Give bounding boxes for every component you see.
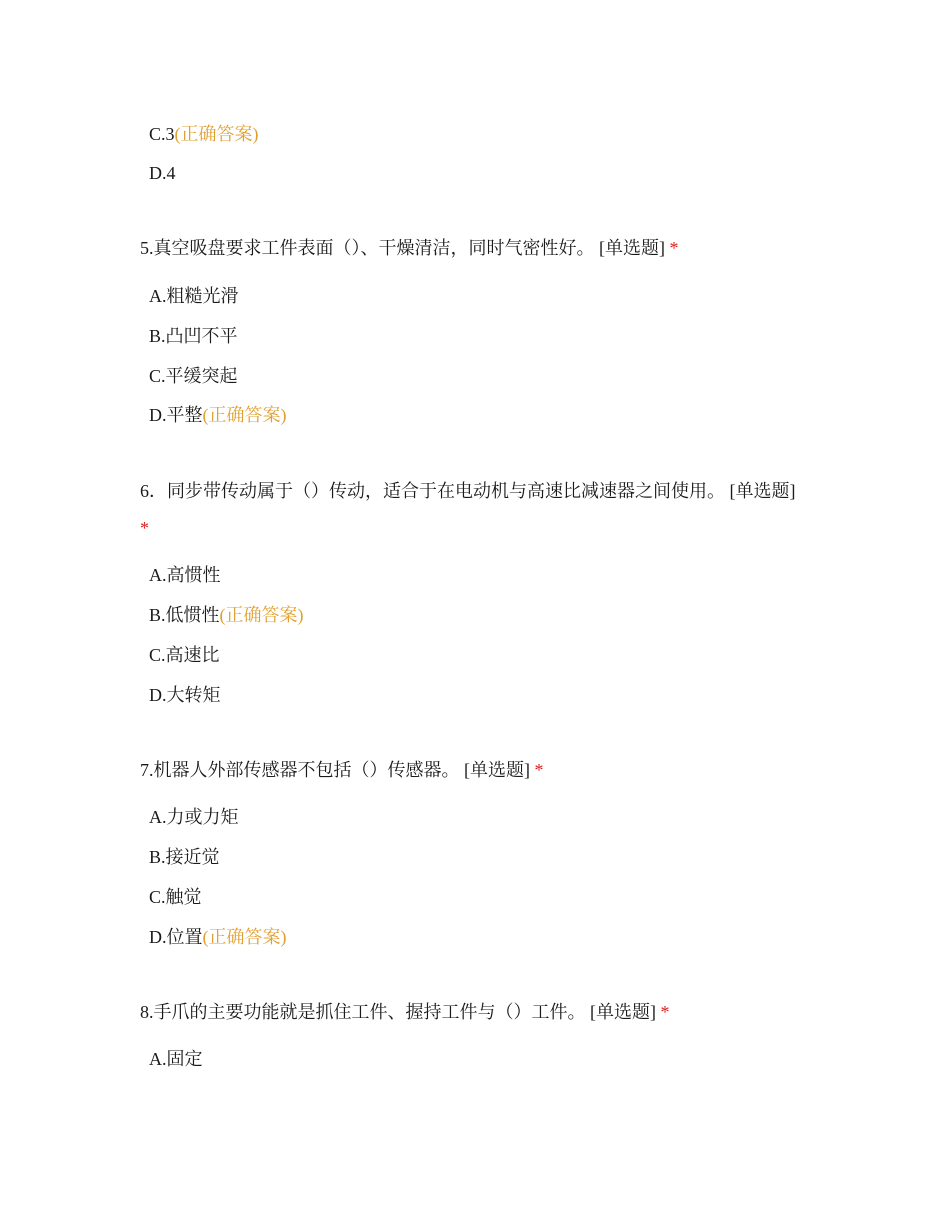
option-label: D.平整 xyxy=(149,405,203,425)
option-label: A.粗糙光滑 xyxy=(149,286,239,306)
option-label: D.大转矩 xyxy=(149,685,221,705)
required-asterisk: * xyxy=(140,518,149,538)
option-label: A.固定 xyxy=(149,1049,203,1069)
question-7 xyxy=(140,752,808,789)
option-5d[interactable] xyxy=(149,403,287,427)
question-type-tag: [单选题] xyxy=(590,1002,656,1022)
required-asterisk: * xyxy=(534,760,544,780)
question-type-tag: [单选题] xyxy=(464,760,530,780)
option-6d[interactable] xyxy=(149,683,221,707)
question-6 xyxy=(140,473,808,547)
option-7d[interactable] xyxy=(149,925,287,949)
option-label: D.位置 xyxy=(149,927,203,947)
option-label: B.接近觉 xyxy=(149,847,220,867)
option-label: D.4 xyxy=(149,163,176,183)
question-8 xyxy=(140,994,808,1031)
option-8a[interactable] xyxy=(149,1047,203,1071)
option-7c[interactable] xyxy=(149,885,202,909)
option-label: B.凸凹不平 xyxy=(149,326,238,346)
option-5b[interactable] xyxy=(149,324,238,348)
required-asterisk: * xyxy=(669,238,679,258)
question-text: 5.真空吸盘要求工件表面（）、干燥清洁，同时气密性好。 xyxy=(140,238,595,258)
option-5a[interactable] xyxy=(149,284,239,308)
option-label: B.低惯性 xyxy=(149,605,220,625)
option-label: C.高速比 xyxy=(149,645,220,665)
option-7a[interactable] xyxy=(149,805,239,829)
question-type-tag: [单选题] xyxy=(599,238,665,258)
option-6a[interactable] xyxy=(149,563,221,587)
correct-answer-marker: (正确答案) xyxy=(202,927,287,947)
question-text: 8.手爪的主要功能就是抓住工件、握持工件与（）工件。 xyxy=(140,1002,586,1022)
question-5 xyxy=(140,230,808,267)
option-6c[interactable] xyxy=(149,643,220,667)
question-text: 6．同步带传动属于（）传动，适合于在电动机与高速比减速器之间使用。 xyxy=(140,481,725,501)
question-type-tag: [单选题] xyxy=(729,481,796,501)
option-label: A.力或力矩 xyxy=(149,807,239,827)
correct-answer-marker: (正确答案) xyxy=(219,605,304,625)
option-label: C.3 xyxy=(149,124,175,144)
correct-answer-marker: (正确答案) xyxy=(202,405,287,425)
option-label: A.高惯性 xyxy=(149,565,221,585)
option-5c[interactable] xyxy=(149,364,238,388)
correct-answer-marker: (正确答案) xyxy=(174,124,259,144)
question-text: 7.机器人外部传感器不包括（）传感器。 xyxy=(140,760,460,780)
option-7b[interactable] xyxy=(149,845,220,869)
option-label: C.触觉 xyxy=(149,887,202,907)
option-label: C.平缓突起 xyxy=(149,366,238,386)
option-prev-c[interactable] xyxy=(149,122,259,146)
option-prev-d[interactable] xyxy=(149,161,176,185)
required-asterisk: * xyxy=(660,1002,670,1022)
option-6b[interactable] xyxy=(149,603,304,627)
